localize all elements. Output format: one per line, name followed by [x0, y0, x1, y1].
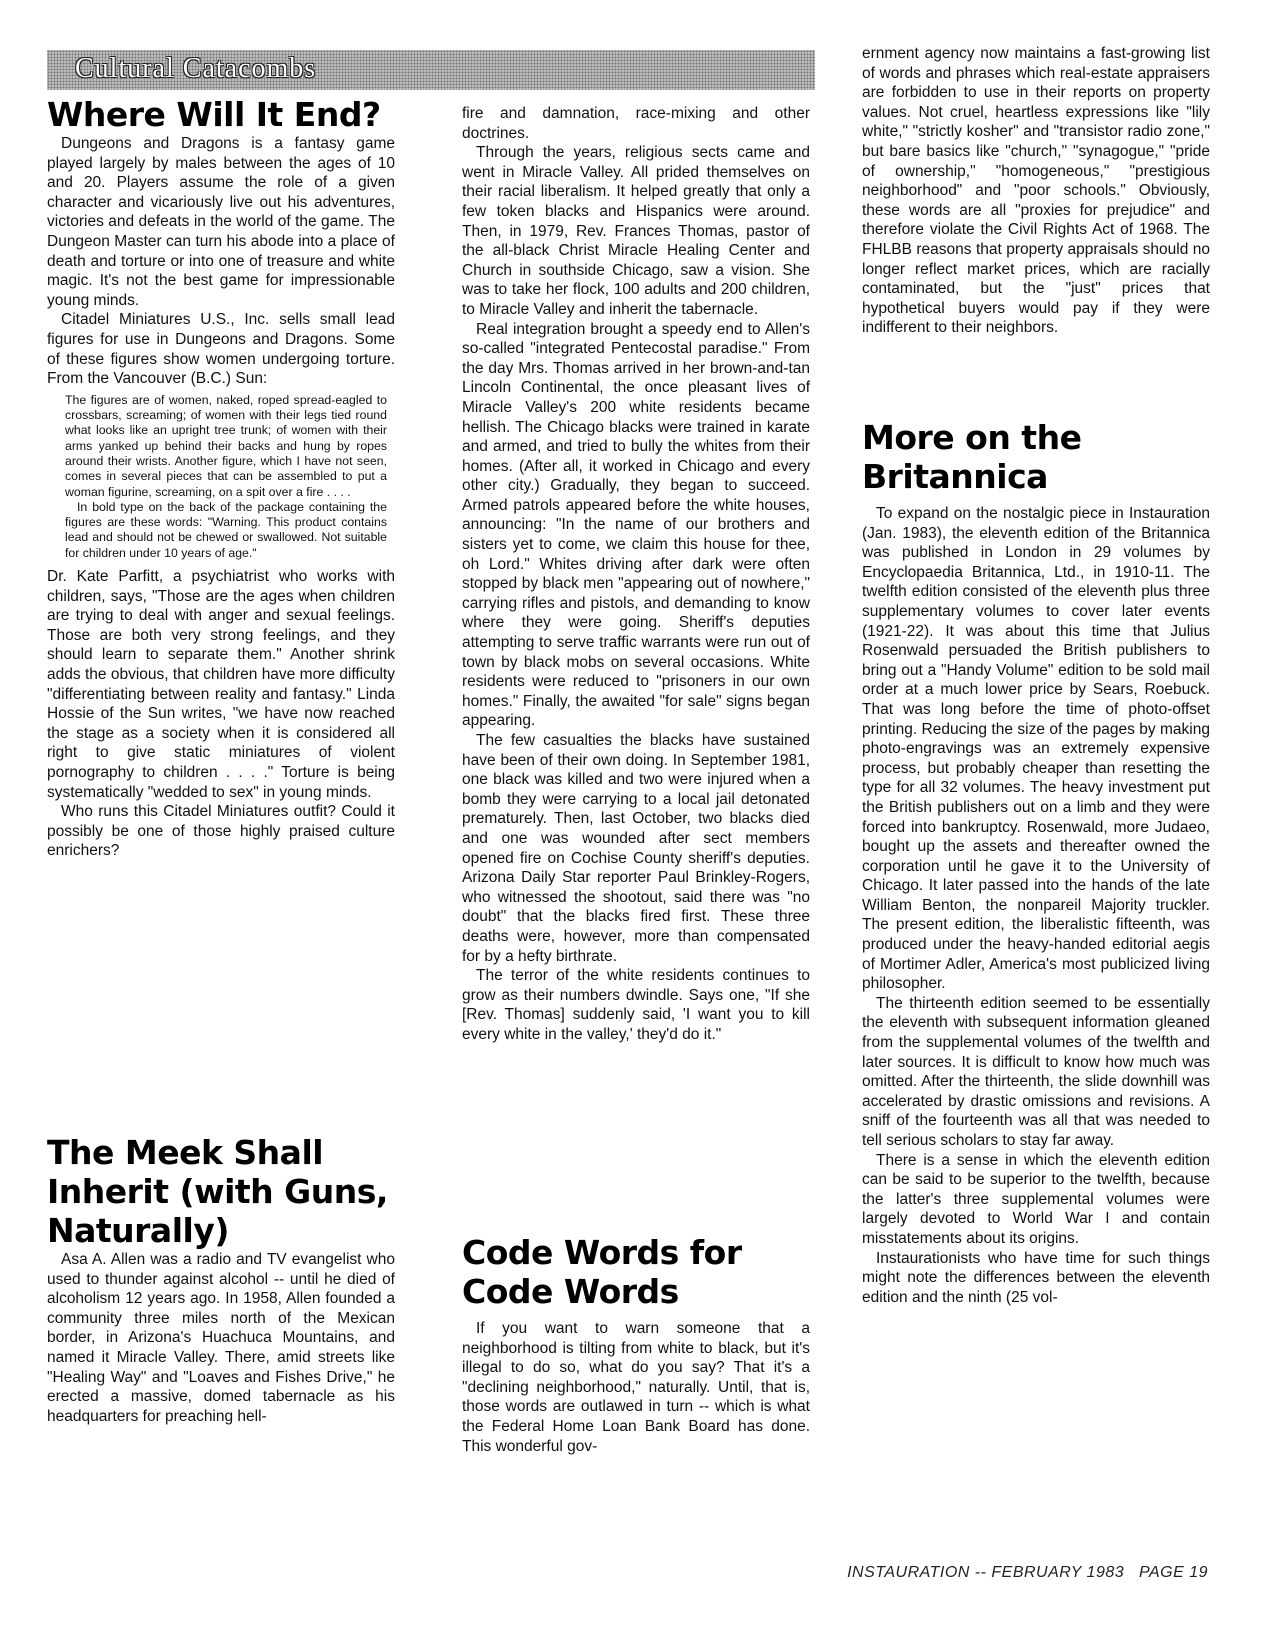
article-where-will-it-end	[47, 95, 395, 861]
article-code-words	[462, 1233, 810, 1456]
article-paragraph: There is a sense in which the eleventh edition can be said to be superior to the twelfth, because the latter's three supplemental volumes were largely devoted to World War I and contain misstatements about its origins.	[862, 1151, 1210, 1247]
article-paragraph: The terror of the white residents continues to grow as their numbers dwindle. Says one, "If she [Rev. Thomas] suddenly said, 'I want you to kill every white in the valley,' they'd do it."	[462, 967, 810, 1043]
article-paragraph: Real integration brought a speedy end to Allen's so-called "integrated Pentecostal paradise." From the day Mrs. Thomas arrived in her brown-and-tan Lincoln Continental, the once pleasant lives of Miracle Valley's 200 white residents became hellish. The Chicago blacks were trained in karate and armed, and tried to bully the whites from their homes. (After all, it worked in Chicago and every other city.) Gradually, they began to succeed. Armed patrols appeared before the white houses, announcing: "In the name of our brothers and sisters yet to come, we claim this house for thee, oh Lord." Whites driving after dark were often stopped by black men "appearing out of nowhere," carrying rifles and pistols, and demanding to know where they were going. Sheriff's deputies attempting to serve traffic warrants were run out of town by black mobs on several occasions. White residents were reduced to "prisoners in our own homes." Finally, the awaited "for sale" signs began appearing.	[462, 320, 810, 730]
article-paragraph: Who runs this Citadel Miniatures outfit? Could it possibly be one of those highly praised culture enrichers?	[47, 803, 395, 860]
article-britannica	[862, 418, 1210, 1307]
section-banner	[47, 50, 815, 90]
article-meek-shall-inherit	[47, 1133, 395, 1426]
article-paragraph: Through the years, religious sects came and went in Miracle Valley. All prided themselves on their racial liberalism. It helped greatly that only a few token blacks and Hispanics were around. Then, in 1979, Rev. Frances Thomas, pastor of the all-black Christ Miracle Healing Center and Church in southside Chicago, saw a vision. She was to take her flock, 100 adults and 200 children, to Miracle Valley and inherit the tabernacle.	[462, 144, 810, 318]
article-paragraph: Instaurationists who have time for such things might note the differences between the eleventh edition and the ninth (25 vol-	[862, 1249, 1210, 1306]
article-title: The Meek Shall Inherit (with Guns, Naturally)	[47, 1133, 388, 1250]
article-paragraph: fire and damnation, race-mixing and other doctrines.	[462, 105, 810, 142]
article-title: Where Will It End?	[47, 95, 381, 134]
article-paragraph: Asa A. Allen was a radio and TV evangelist who used to thunder against alcohol -- until he died of alcoholism 12 years ago. In 1958, Allen founded a community three miles north of the Mexican border, in Arizona's Huachuca Mountains, and named it Miracle Valley. There, amid streets like "Healing Way" and "Loaves and Fishes Drive," he erected a massive, domed tabernacle as his headquarters for preaching hell-	[47, 1251, 395, 1425]
article-meek-continued	[462, 104, 810, 1045]
article-paragraph: Dr. Kate Parfitt, a psychiatrist who works with children, says, "Those are the ages when children are trying to deal with anger and sexual feelings. Those are both very strong feelings, and they should learn to separate them." Another shrink adds the obvious, that children have more difficulty "differentiating between reality and fantasy." Linda Hossie of the Sun writes, "we have now reached the stage as a society when it is considered all right to give static miniatures of violent pornography to children . . . ." Torture is being systematically "wedded to sex" in young minds.	[47, 567, 395, 801]
article-paragraph: Citadel Miniatures U.S., Inc. sells small lead figures for use in Dungeons and Dragons. Some of these figures show women undergoing torture. From the Vancouver (B.C.) Sun:	[47, 311, 395, 388]
article-paragraph: The thirteenth edition seemed to be essentially the eleventh with subsequent information gleaned from the supplemental volumes of the twelfth and later sources. It is difficult to know how much was omitted. After the thirteenth, the slide downhill was accelerated by drastic omissions and revisions. A sniff of the fourteenth was all that was needed to tell serious scholars to stay far away.	[862, 994, 1210, 1149]
quote-paragraph: The figures are of women, naked, roped spread-eagled to crossbars, screaming; of women with their legs tied round what looks like an upright tree trunk; of women with their arms yanked up behind their backs and hung by ropes around their wrists. Another figure, which I have not seen, comes in several pieces that can be assembled to put a woman figurine, screaming, on a spit over a fire . . . .	[65, 392, 387, 499]
block-quote	[65, 393, 387, 561]
quote-paragraph: In bold type on the back of the package containing the figures are these words: "Warning. This product contains lead and should not be chewed or swallowed. Not suitable for children under 10 years of age."	[65, 499, 387, 560]
article-paragraph: ernment agency now maintains a fast-growing list of words and phrases which real-estate appraisers are forbidden to use in their reports on property values. Not cruel, heartless expressions like "lily white," "strictly kosher" and "transistor radio zone," but bare basics like "church," "synagogue," "pride of ownership," "homogeneous," "prestigious neighborhood" and "poor schools." Obviously, these words are all "proxies for prejudice" and therefore violate the Civil Rights Act of 1968. The FHLBB reasons that property appraisals should no longer reflect market prices, which are racially contaminated, but the "just" prices that hypothetical buyers would pay if they were indifferent to their neighbors.	[862, 45, 1210, 337]
article-paragraph: Dungeons and Dragons is a fantasy game played largely by males between the ages of 10 and 20. Players assume the role of a given character and vicariously live out his adventures, victories and defeats in the world of the game. The Dungeon Master can turn his abode into a place of death and torture or into one of treasure and white magic. It's not the best game for impressionable young minds.	[47, 135, 395, 309]
article-paragraph: If you want to warn someone that a neighborhood is tilting from white to black, but it's illegal to do so, what do you say? That it's a "declining neighborhood," naturally. Until, that is, those words are outlawed in turn -- which is what the Federal Home Loan Bank Board has done. This wonderful gov-	[462, 1320, 810, 1455]
section-banner-title: Cultural Catacombs	[75, 53, 317, 84]
article-title: Code Words for Code Words	[462, 1233, 742, 1311]
article-code-words-continued	[862, 44, 1210, 338]
article-title: More on the Britannica	[862, 418, 1082, 496]
page-footer: INSTAURATION -- FEBRUARY 1983 PAGE 19	[847, 1564, 1208, 1581]
article-paragraph: The few casualties the blacks have sustained have been of their own doing. In September 1981, one black was killed and two were injured when a bomb they were carrying to a local jail detonated prematurely. Then, last October, two blacks died and one was wounded after sect members opened fire on Cochise County sheriff's deputies. Arizona Daily Star reporter Paul Brinkley-Rogers, who witnessed the shootout, said there was "no doubt" that the blacks fired first. These three deaths were, however, more than compensated for by a hefty birthrate.	[462, 732, 810, 965]
article-paragraph: To expand on the nostalgic piece in Instauration (Jan. 1983), the eleventh edition of the Britannica was published in London in 29 volumes by Encyclopaedia Britannica, Ltd., in 1910-11. The twelfth edition consisted of the eleventh plus three supplementary volumes to cover later events (1921-22). It was about this time that Julius Rosenwald persuaded the British publishers to bring out a "Handy Volume" edition to be sold mail order at a much lower price by Sears, Roebuck. That was long before the time of photo-offset printing. Reducing the size of the pages by making photo-engravings was an extremely expensive process, but probably cheaper than resetting the type for all 32 volumes. The heavy investment put the British publishers out on a limb and they were forced into bankruptcy. Rosenwald, more Judaeo, bought up the assets and thereafter owned the corporation until he gave it to the University of Chicago. It later passed into the hands of the late William Benton, the nonpareil Majority truckler. The present edition, the liberalistic fifteenth, was produced under the heavy-handed editorial aegis of Mortimer Adler, America's most publicized living philosopher.	[862, 505, 1210, 993]
